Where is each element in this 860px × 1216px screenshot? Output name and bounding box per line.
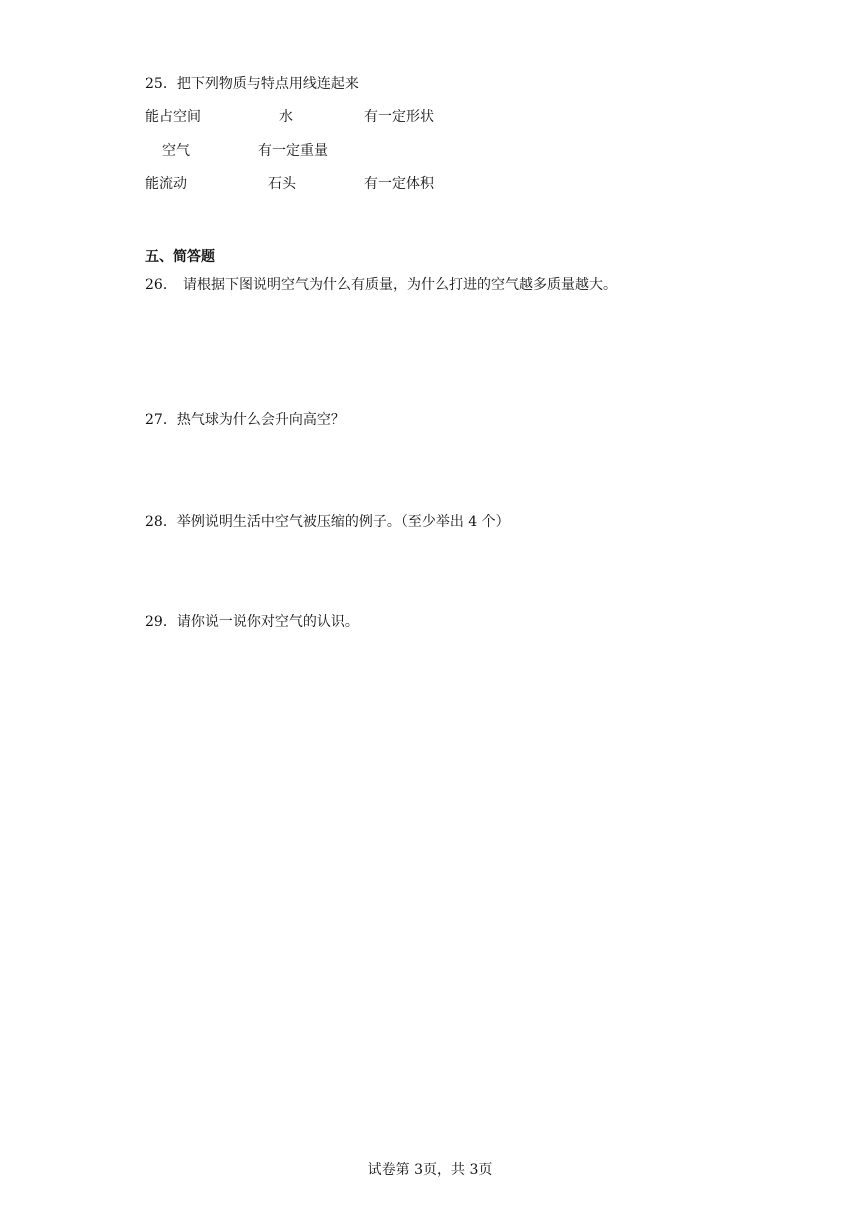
q25-row1-mid: 水: [279, 109, 293, 125]
q26-text: 请根据下图说明空气为什么有质量，为什么打进的空气越多质量越大。: [183, 277, 617, 293]
q25-row2-mid: 有一定重量: [258, 143, 328, 159]
question-29: 29．请你说一说你对空气的认识。: [145, 614, 359, 630]
page-footer: 试卷第 3页，共 3页: [367, 1162, 493, 1178]
q25-row2-left: 空气: [162, 143, 190, 159]
q25-row3-mid: 石头: [268, 176, 296, 192]
question-27: 27．热气球为什么会升向高空？: [145, 412, 345, 428]
question-28: 28．举例说明生活中空气被压缩的例子。（至少举出 4 个）: [145, 514, 510, 530]
q25-prompt: 25．把下列物质与特点用线连起来: [145, 76, 359, 92]
q25-row1-left: 能占空间: [145, 109, 201, 125]
q26-number: 26．: [145, 277, 177, 293]
q25-row1-right: 有一定形状: [364, 109, 434, 125]
q25-row3-right: 有一定体积: [364, 176, 434, 192]
section-title: 五、简答题: [145, 249, 215, 265]
q25-row3-left: 能流动: [145, 176, 187, 192]
